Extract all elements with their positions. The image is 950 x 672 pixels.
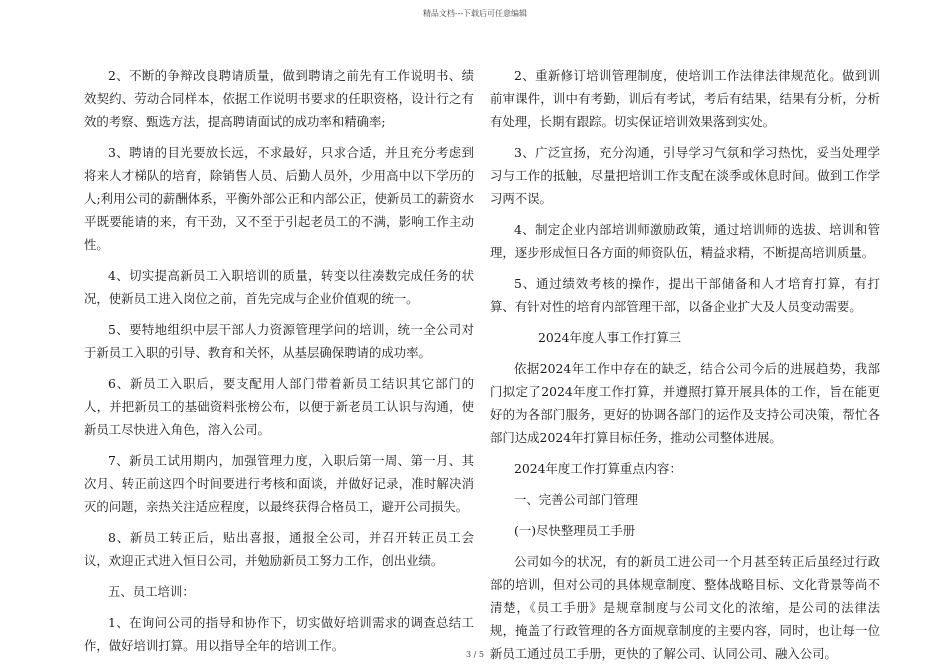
key-points-title: 2024年度工作打算重点内容： xyxy=(514,461,682,476)
right-paragraph: 4、制定企业内部培训师激励政策，通过培训师的选拔、培训和管理，逐步形成恒日各方面的师资队伍，精益求精，不断提高培训质量。 xyxy=(490,222,880,260)
left-paragraph: 4、切实提高新员工入职培训的质量，转变以往凑数完成任务的状况，使新员工进入岗位之前，首先完成与企业价值观的统一。 xyxy=(84,268,474,306)
left-paragraph: 6、新员工入职后，要支配用人部门带着新员工结识其它部门的人，并把新员工的基础资料张榜公布，以便于新老员工认识与沟通，使新员工尽快进入角色，溶入公司。 xyxy=(84,376,474,437)
right-paragraph: 2、重新修订培训管理制度，使培训工作法律法律规范化。做到训前审课件，训中有考勤，训后有考试，考后有结果，结果有分析，分析有处理，长期有跟踪。切实保证培训效果落到实处。 xyxy=(490,68,880,129)
left-paragraph: 2、不断的争辩改良聘请质量，做到聘请之前先有工作说明书、绩效契约、劳动合同样本，依据工作说明书要求的任职资格，设计行之有效的考察、甄选方法，提高聘请面试的成功率和精确率; xyxy=(84,68,474,129)
page-number: 3 / 5 xyxy=(466,650,484,659)
intro-paragraph: 依据2024年工作中存在的缺乏，结合公司今后的进展趋势，我部门拟定了2024年度工作打算，并遵照打算开展具体的工作，旨在能更好的为各部门服务，更好的协调各部门的运作及支持公司决策，帮忙各部门达成2024年打算目标任务，推动公司整体进展。 xyxy=(490,361,880,445)
right-paragraph: 5、通过绩效考核的操作，提出干部储备和人才培育打算，有打算、有针对性的培育内部管理干部，以备企业扩大及人员变动需要。 xyxy=(490,276,880,314)
left-paragraph: 3、聘请的目光要放长远，不求最好，只求合适，并且充分考虑到将来人才梯队的培育，除销售人员、后勤人员外，少用高中以下学历的人;利用公司的薪酬体系，平衡外部公正和内部公正，使新员工的薪资水平既要能请的来，有干劲，又不至于引起老员工的不满，影响工作主动性。 xyxy=(84,145,474,252)
left-section-heading: 五、员工培训： xyxy=(108,584,195,599)
left-column xyxy=(84,64,474,657)
sub-heading: 一、完善公司部门管理 xyxy=(514,492,638,507)
left-paragraph: 1、在询问公司的指导和协作下，切实做好培训需求的调查总结工作，做好培训打算。用以指导全年的培训工作。 xyxy=(84,615,474,653)
left-paragraph: 7、新员工试用期内，加强管理力度，入职后第一周、第一月、其次月、转正前这四个时间要进行考核和面谈，并做好记录，准时解决消灭的问题，亲热关注适应程度，以最终获得合格员工，避开公司损失。 xyxy=(84,453,474,514)
section-title: 2024年度人事工作打算三 xyxy=(538,330,682,345)
left-paragraph: 5、要特地组织中层干部人力资源管理学问的培训，统一全公司对于新员工入职的引导、教育和关怀，从基层确保聘请的成功率。 xyxy=(84,322,474,360)
sub-heading: (一)尽快整理员工手册 xyxy=(514,523,636,538)
header-note: 精品文档---下载后可任意编辑 xyxy=(422,9,528,18)
right-column xyxy=(490,64,880,665)
left-paragraph: 8、新员工转正后，贴出喜报，通报全公司，并召开转正员工会议，欢迎正式进入恒日公司，并勉励新员工努力工作，创出业绩。 xyxy=(84,530,474,568)
body-paragraph: 公司如今的状况，有的新员工进公司一个月甚至转正后虽经过行政部的培训，但对公司的具体规章制度、整体战略目标、文化背景等尚不清楚，《员工手册》是规章制度与公司文化的浓缩，是公司的法律法规，掩盖了行政管理的各方面规章制度的主要内容，同时，也让每一位新员工通过员工手册，更快的了解公司、认同公司、融入公司。 xyxy=(490,554,880,661)
right-paragraph: 3、广泛宣扬，充分沟通，引导学习气氛和学习热忱，妥当处理学习与工作的抵触，尽量把培训工作支配在淡季或休息时间。做到工作学习两不误。 xyxy=(490,145,880,206)
